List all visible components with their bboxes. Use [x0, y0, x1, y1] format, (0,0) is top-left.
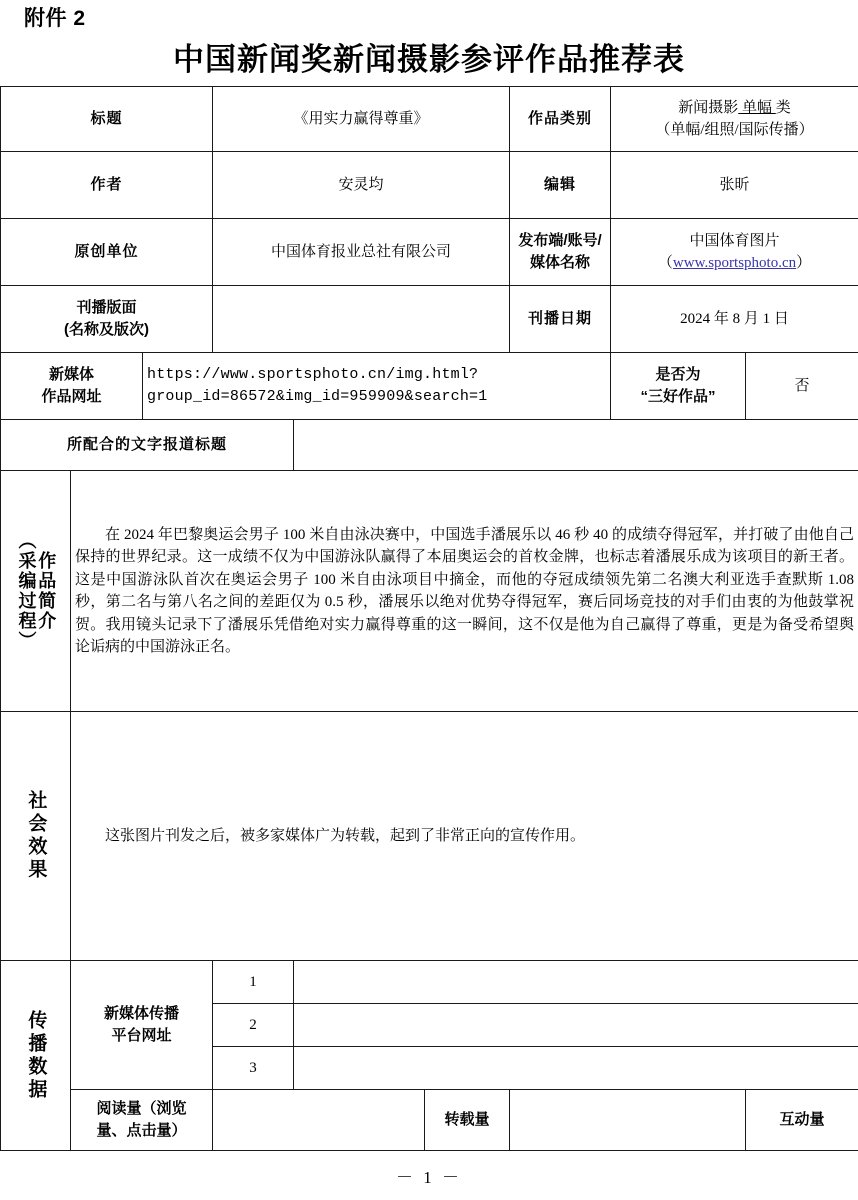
list-item-url[interactable] — [294, 961, 858, 1004]
value-edition[interactable] — [213, 286, 510, 353]
page-footer: － 1 － — [396, 1168, 462, 1187]
list-item-index: 3 — [213, 1047, 294, 1090]
three-good-line2: “三好作品” — [640, 388, 716, 405]
social-effect-vertical-label: 社会效果 — [25, 790, 47, 882]
value-publish-platform — [611, 219, 858, 286]
platform-url-line: （www.sportsphoto.cn） — [657, 255, 812, 271]
value-intro-text: 在 2024 年巴黎奥运会男子 100 米自由泳决赛中，中国选手潘展乐以 46 秒 40 的成绩夺得冠军，并打破了由他自己保持的世界纪录。这一成绩不仅为中国游泳队赢得了本届奥运会的首枚金牌，也标志着潘展乐成为该项目的新王者。这是中国游泳队首次在奥运会男子 100 米自由泳项目中摘金，而他的夺冠成绩领先第二名澳大利亚选手查默斯 1.08 秒，第二名与第八名之间的差距仅为 0.5 秒，潘展乐以绝对优势夺得冠军，赛后同场竞技的对手们由衷的为他鼓掌祝贺。我用镜头记录下了潘展乐凭借绝对实力赢得尊重的这一瞬间，这不仅是他为自己赢得了尊重，更是为备受希望舆论诟病的中国游泳正名。 — [71, 471, 858, 712]
table-row-newmedia-url — [1, 353, 858, 420]
table-row-intro — [1, 471, 858, 712]
label-three-good — [611, 353, 746, 420]
label-author: 作者 — [1, 152, 213, 219]
label-edition — [1, 286, 213, 353]
label-publish-date: 刊播日期 — [510, 286, 611, 353]
table-row-author — [1, 152, 858, 219]
intro-vertical-label — [1, 471, 70, 711]
list-item-url[interactable] — [294, 1004, 858, 1047]
table-row-social-effect — [1, 712, 858, 961]
recommendation-form-table — [0, 86, 858, 1151]
category-main-line — [615, 97, 854, 120]
table-row-metrics — [1, 1090, 858, 1151]
label-publish-platform — [510, 219, 611, 286]
category-prefix: 新闻摄影 — [678, 99, 739, 116]
page-title: 中国新闻奖新闻摄影参评作品推荐表 — [173, 42, 685, 77]
label-newmedia-url — [1, 353, 143, 420]
platform-url-label-line1: 新媒体传播 — [103, 1004, 179, 1022]
intro-label-right-column: 作品简介 — [36, 551, 57, 631]
label-original-unit: 原创单位 — [1, 219, 213, 286]
value-editor: 张昕 — [611, 152, 858, 219]
label-social-effect — [1, 712, 71, 961]
value-reposts[interactable] — [510, 1090, 746, 1151]
newmedia-url-line1: 新媒体 — [48, 365, 94, 383]
category-hint: （单幅/组照/国际传播） — [655, 122, 814, 138]
edition-line1: 刊播版面 — [76, 298, 137, 316]
category-suffix: 类 — [775, 99, 791, 116]
label-interactions: 互动量 — [746, 1090, 858, 1151]
label-companion-title: 所配合的文字报道标题 — [1, 420, 294, 471]
reads-label-line2: 量、点击量） — [96, 1122, 187, 1139]
value-title: 《用实力赢得尊重》 — [213, 87, 510, 152]
value-author: 安灵均 — [213, 152, 510, 219]
three-good-line1: 是否为 — [655, 365, 701, 383]
platform-name: 中国体育图片 — [689, 232, 780, 249]
label-title: 标题 — [1, 87, 213, 152]
publish-platform-line2: 媒体名称 — [530, 254, 591, 271]
table-row-title — [1, 87, 858, 152]
intro-label-left-column: （采编过程） — [16, 531, 37, 651]
value-newmedia-url[interactable]: https://www.sportsphoto.cn/img.html?group_id=86572&img_id=959909&search=1 — [143, 353, 611, 420]
label-dissemination — [1, 961, 71, 1151]
value-publish-date: 2024 年 8 月 1 日 — [611, 286, 858, 353]
value-original-unit: 中国体育报业总社有限公司 — [213, 219, 510, 286]
category-underlined: 单幅 — [742, 99, 773, 116]
label-editor: 编辑 — [510, 152, 611, 219]
edition-line2: (名称及版次) — [64, 321, 149, 338]
table-row-dissemination-1 — [1, 961, 858, 1004]
attachment-label: 附件 2 — [24, 7, 86, 30]
table-row-edition — [1, 286, 858, 353]
table-row-original-unit — [1, 219, 858, 286]
publish-platform-line1: 发布端/账号/ — [518, 231, 602, 249]
list-item-index: 1 — [213, 961, 294, 1004]
label-reads — [71, 1090, 213, 1151]
list-item-url[interactable] — [294, 1047, 858, 1090]
reads-label-line1: 阅读量（浏览 — [96, 1099, 187, 1117]
newmedia-url-line2: 作品网址 — [41, 388, 102, 405]
value-category — [611, 87, 858, 152]
table-row-companion-title — [1, 420, 858, 471]
label-reposts: 转载量 — [425, 1090, 510, 1151]
label-category: 作品类别 — [510, 87, 611, 152]
platform-url-label-line2: 平台网址 — [111, 1027, 172, 1044]
value-companion-title[interactable] — [294, 420, 858, 471]
label-intro — [1, 471, 71, 712]
platform-url-link[interactable]: www.sportsphoto.cn — [672, 255, 797, 271]
value-three-good: 否 — [746, 353, 858, 420]
list-item-index: 2 — [213, 1004, 294, 1047]
dissemination-vertical-label: 传播数据 — [25, 1009, 47, 1102]
value-social-effect-text: 这张图片刊发之后，被多家媒体广为转载，起到了非常正向的宣传作用。 — [71, 712, 858, 961]
value-reads[interactable] — [213, 1090, 425, 1151]
label-platform-url — [71, 961, 213, 1090]
